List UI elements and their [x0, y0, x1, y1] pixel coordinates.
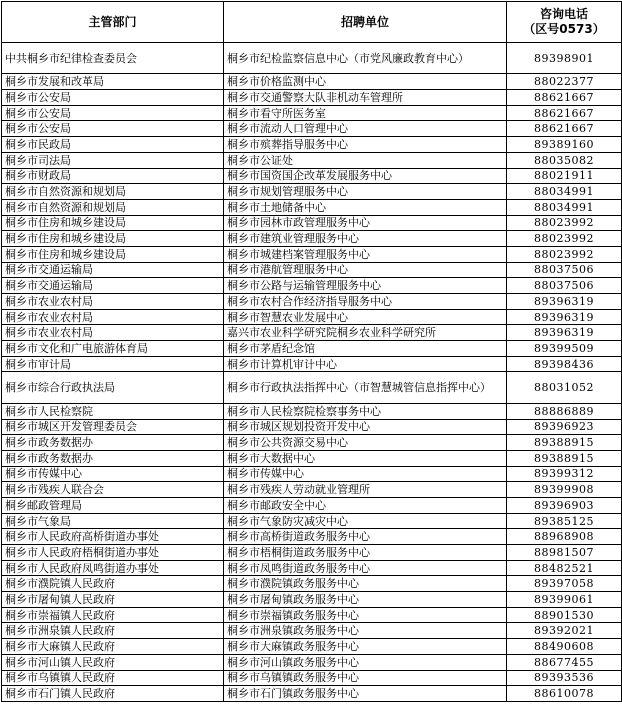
table-row — [2, 278, 622, 294]
table-row — [2, 105, 622, 121]
unit-cell: 桐乡市纪检监察信息中心（市党风廉政教育中心） — [224, 43, 507, 74]
table-row — [2, 654, 622, 670]
table-body — [2, 43, 622, 702]
table-row — [2, 450, 622, 466]
phone-cell: 89392021 — [507, 623, 622, 639]
phone-cell: 89393536 — [507, 670, 622, 686]
department-cell: 桐乡市残疾人联合会 — [2, 482, 224, 498]
department-cell: 桐乡市传媒中心 — [2, 466, 224, 482]
unit-cell: 桐乡市石门镇政务服务中心 — [224, 686, 507, 702]
phone-cell: 89396319 — [507, 294, 622, 310]
department-cell: 桐乡市农业农村局 — [2, 325, 224, 341]
table-row — [2, 137, 622, 153]
recruitment-contact-table — [1, 1, 622, 702]
department-cell: 桐乡市崇福镇人民政府 — [2, 607, 224, 623]
unit-cell: 桐乡市残疾人劳动就业管理所 — [224, 482, 507, 498]
unit-cell: 桐乡市公共资源交易中心 — [224, 435, 507, 451]
phone-cell: 89396923 — [507, 419, 622, 435]
unit-cell: 桐乡市行政执法指挥中心（市智慧城管信息指挥中心） — [224, 372, 507, 403]
unit-cell: 桐乡市气象防灾减灾中心 — [224, 513, 507, 529]
unit-cell: 桐乡市人民检察院检察事务中心 — [224, 403, 507, 419]
department-cell: 桐乡市政务数据办 — [2, 435, 224, 451]
unit-cell: 桐乡市梧桐街道政务服务中心 — [224, 545, 507, 561]
unit-cell: 桐乡市殡葬指导服务中心 — [224, 137, 507, 153]
table-row — [2, 309, 622, 325]
department-cell: 桐乡市政务数据办 — [2, 450, 224, 466]
unit-cell: 桐乡市乌镇镇政务服务中心 — [224, 670, 507, 686]
table-row — [2, 246, 622, 262]
table-row — [2, 74, 622, 90]
phone-cell: 88031052 — [507, 372, 622, 403]
table-row — [2, 341, 622, 357]
department-cell: 桐乡邮政管理局 — [2, 497, 224, 513]
table-row — [2, 482, 622, 498]
unit-cell: 桐乡市流动人口管理中心 — [224, 121, 507, 137]
phone-cell: 88901530 — [507, 607, 622, 623]
phone-cell: 88035082 — [507, 152, 622, 168]
phone-cell: 89389160 — [507, 137, 622, 153]
phone-cell: 89385125 — [507, 513, 622, 529]
department-cell: 桐乡市自然资源和规划局 — [2, 184, 224, 200]
department-cell: 中共桐乡市纪律检查委员会 — [2, 43, 224, 74]
unit-cell: 桐乡市公证处 — [224, 152, 507, 168]
table-row — [2, 513, 622, 529]
department-cell: 桐乡市人民政府高桥街道办事处 — [2, 529, 224, 545]
table-row — [2, 121, 622, 137]
phone-cell: 88023992 — [507, 215, 622, 231]
unit-cell: 桐乡市农村合作经济指导服务中心 — [224, 294, 507, 310]
phone-cell: 89388915 — [507, 450, 622, 466]
unit-cell: 桐乡市建筑业管理服务中心 — [224, 231, 507, 247]
phone-cell: 88677455 — [507, 654, 622, 670]
phone-cell: 89399312 — [507, 466, 622, 482]
table-row — [2, 545, 622, 561]
table-row — [2, 466, 622, 482]
phone-cell: 88482521 — [507, 560, 622, 576]
phone-cell: 88021911 — [507, 168, 622, 184]
department-cell: 桐乡市财政局 — [2, 168, 224, 184]
department-cell: 桐乡市发展和改革局 — [2, 74, 224, 90]
department-cell: 桐乡市气象局 — [2, 513, 224, 529]
table-row — [2, 231, 622, 247]
department-cell: 桐乡市住房和城乡建设局 — [2, 246, 224, 262]
table-row — [2, 686, 622, 702]
header-phone-line2: （区号0573） — [523, 22, 605, 36]
department-cell: 桐乡市文化和广电旅游体育局 — [2, 341, 224, 357]
phone-cell: 88034991 — [507, 184, 622, 200]
unit-cell: 桐乡市崇福镇政务服务中心 — [224, 607, 507, 623]
unit-cell: 桐乡市河山镇政务服务中心 — [224, 654, 507, 670]
phone-cell: 89388915 — [507, 435, 622, 451]
header-phone-line1: 咨询电话 — [539, 7, 588, 21]
table-row — [2, 576, 622, 592]
department-cell: 桐乡市交通运输局 — [2, 278, 224, 294]
phone-cell: 89399061 — [507, 592, 622, 608]
table-row — [2, 419, 622, 435]
table-row — [2, 639, 622, 655]
phone-cell: 88490608 — [507, 639, 622, 655]
unit-cell: 桐乡市看守所医务室 — [224, 105, 507, 121]
table-row — [2, 403, 622, 419]
phone-cell: 89396903 — [507, 497, 622, 513]
department-cell: 桐乡市河山镇人民政府 — [2, 654, 224, 670]
unit-cell: 桐乡市大麻镇政务服务中心 — [224, 639, 507, 655]
department-cell: 桐乡市住房和城乡建设局 — [2, 215, 224, 231]
table-row — [2, 435, 622, 451]
table-row — [2, 325, 622, 341]
department-cell: 桐乡市公安局 — [2, 90, 224, 106]
unit-cell: 桐乡市凤鸣街道政务服务中心 — [224, 560, 507, 576]
table-row — [2, 215, 622, 231]
phone-cell: 89397058 — [507, 576, 622, 592]
table-row — [2, 529, 622, 545]
unit-cell: 桐乡市邮政安全中心 — [224, 497, 507, 513]
unit-cell: 桐乡市濮院镇政务服务中心 — [224, 576, 507, 592]
department-cell: 桐乡市乌镇镇人民政府 — [2, 670, 224, 686]
phone-cell: 88621667 — [507, 121, 622, 137]
table-row — [2, 168, 622, 184]
phone-cell: 89396319 — [507, 309, 622, 325]
table-row — [2, 356, 622, 372]
phone-cell: 89399908 — [507, 482, 622, 498]
department-cell: 桐乡市城区开发管理委员会 — [2, 419, 224, 435]
department-cell: 桐乡市农业农村局 — [2, 309, 224, 325]
department-cell: 桐乡市石门镇人民政府 — [2, 686, 224, 702]
table-row — [2, 372, 622, 403]
table-row — [2, 497, 622, 513]
phone-cell: 88981507 — [507, 545, 622, 561]
department-cell: 桐乡市司法局 — [2, 152, 224, 168]
department-cell: 桐乡市民政局 — [2, 137, 224, 153]
table-row — [2, 90, 622, 106]
phone-cell: 88621667 — [507, 90, 622, 106]
department-cell: 桐乡市审计局 — [2, 356, 224, 372]
department-cell: 桐乡市交通运输局 — [2, 262, 224, 278]
department-cell: 桐乡市濮院镇人民政府 — [2, 576, 224, 592]
department-cell: 桐乡市综合行政执法局 — [2, 372, 224, 403]
unit-cell: 嘉兴市农业科学研究院桐乡农业科学研究所 — [224, 325, 507, 341]
table-row — [2, 607, 622, 623]
table-header — [2, 2, 622, 43]
header-phone — [507, 2, 622, 43]
unit-cell: 桐乡市规划管理服务中心 — [224, 184, 507, 200]
department-cell: 桐乡市人民政府梧桐街道办事处 — [2, 545, 224, 561]
unit-cell: 桐乡市交通警察大队非机动车管理所 — [224, 90, 507, 106]
unit-cell: 桐乡市高桥街道政务服务中心 — [224, 529, 507, 545]
table-row — [2, 294, 622, 310]
phone-cell: 89396319 — [507, 325, 622, 341]
unit-cell: 桐乡市国资国企改革发展服务中心 — [224, 168, 507, 184]
phone-cell: 89398901 — [507, 43, 622, 74]
header-row — [2, 2, 622, 43]
unit-cell: 桐乡市传媒中心 — [224, 466, 507, 482]
header-unit: 招聘单位 — [224, 2, 507, 43]
unit-cell: 桐乡市屠甸镇政务服务中心 — [224, 592, 507, 608]
phone-cell: 88886889 — [507, 403, 622, 419]
phone-cell: 88022377 — [507, 74, 622, 90]
table-row — [2, 560, 622, 576]
unit-cell: 桐乡市城建档案管理服务中心 — [224, 246, 507, 262]
table-row — [2, 199, 622, 215]
table-row — [2, 152, 622, 168]
department-cell: 桐乡市自然资源和规划局 — [2, 199, 224, 215]
department-cell: 桐乡市人民检察院 — [2, 403, 224, 419]
unit-cell: 桐乡市洲泉镇政务服务中心 — [224, 623, 507, 639]
department-cell: 桐乡市洲泉镇人民政府 — [2, 623, 224, 639]
unit-cell: 桐乡市大数据中心 — [224, 450, 507, 466]
phone-cell: 88023992 — [507, 231, 622, 247]
department-cell: 桐乡市公安局 — [2, 121, 224, 137]
table-row — [2, 592, 622, 608]
department-cell: 桐乡市大麻镇人民政府 — [2, 639, 224, 655]
unit-cell: 桐乡市计算机审计中心 — [224, 356, 507, 372]
phone-cell: 88023992 — [507, 246, 622, 262]
department-cell: 桐乡市住房和城乡建设局 — [2, 231, 224, 247]
unit-cell: 桐乡市智慧农业发展中心 — [224, 309, 507, 325]
phone-cell: 88037506 — [507, 262, 622, 278]
unit-cell: 桐乡市公路与运输管理服务中心 — [224, 278, 507, 294]
phone-cell: 88034991 — [507, 199, 622, 215]
department-cell: 桐乡市人民政府凤鸣街道办事处 — [2, 560, 224, 576]
phone-cell: 88037506 — [507, 278, 622, 294]
table-row — [2, 670, 622, 686]
header-department: 主管部门 — [2, 2, 224, 43]
phone-cell: 88610078 — [507, 686, 622, 702]
phone-cell: 89399509 — [507, 341, 622, 357]
phone-cell: 88621667 — [507, 105, 622, 121]
department-cell: 桐乡市屠甸镇人民政府 — [2, 592, 224, 608]
department-cell: 桐乡市农业农村局 — [2, 294, 224, 310]
unit-cell: 桐乡市价格监测中心 — [224, 74, 507, 90]
unit-cell: 桐乡市茅盾纪念馆 — [224, 341, 507, 357]
unit-cell: 桐乡市土地储备中心 — [224, 199, 507, 215]
phone-cell: 88968908 — [507, 529, 622, 545]
table-row — [2, 43, 622, 74]
phone-cell: 89398436 — [507, 356, 622, 372]
table-row — [2, 184, 622, 200]
table-row — [2, 262, 622, 278]
unit-cell: 桐乡市城区规划投资开发中心 — [224, 419, 507, 435]
table-row — [2, 623, 622, 639]
unit-cell: 桐乡市园林市政管理服务中心 — [224, 215, 507, 231]
department-cell: 桐乡市公安局 — [2, 105, 224, 121]
unit-cell: 桐乡市港航管理服务中心 — [224, 262, 507, 278]
